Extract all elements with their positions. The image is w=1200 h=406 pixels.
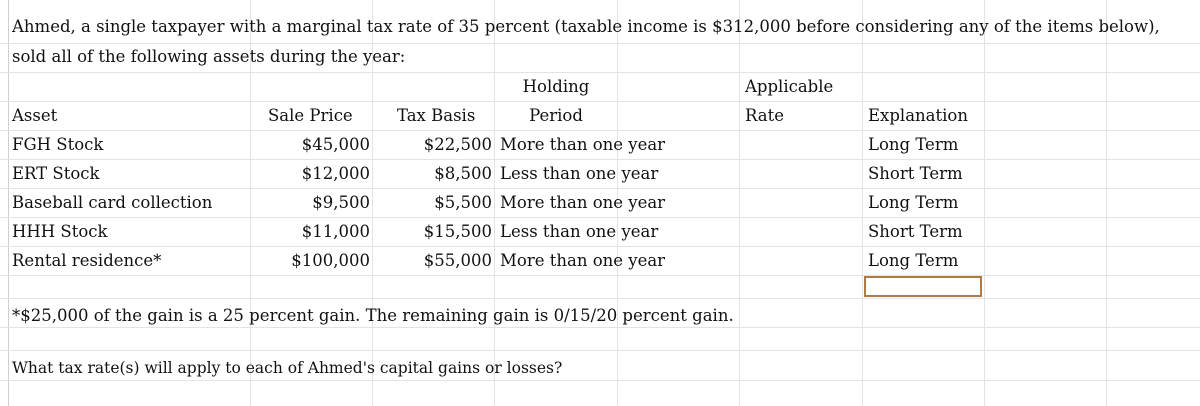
- grid-hline: [0, 43, 1200, 44]
- question[interactable]: What tax rate(s) will apply to each of Ahmed's capital gains or losses?: [12, 359, 563, 377]
- row-asset[interactable]: Rental residence*: [12, 251, 162, 270]
- row-explanation[interactable]: Short Term: [868, 222, 963, 241]
- header-explanation[interactable]: Explanation: [868, 106, 968, 125]
- row-sale-price[interactable]: $11,000: [301, 222, 370, 241]
- grid-hline: [0, 72, 1200, 73]
- row-asset[interactable]: Baseball card collection: [12, 193, 213, 212]
- grid-hline: [0, 217, 1200, 218]
- header-tax-basis[interactable]: Tax Basis: [397, 106, 476, 125]
- grid-hline: [0, 298, 1200, 299]
- header-asset[interactable]: Asset: [12, 106, 58, 125]
- header-rate-bottom[interactable]: Rate: [745, 106, 785, 125]
- grid-hline: [0, 350, 1200, 351]
- row-tax-basis[interactable]: $5,500: [434, 193, 492, 212]
- grid-hline: [0, 327, 1200, 328]
- row-tax-basis[interactable]: $8,500: [434, 164, 492, 183]
- grid-hline: [0, 101, 1200, 102]
- row-explanation[interactable]: Long Term: [868, 193, 959, 212]
- header-sale-price[interactable]: Sale Price: [268, 106, 353, 125]
- row-explanation[interactable]: Short Term: [868, 164, 963, 183]
- row-asset[interactable]: ERT Stock: [12, 164, 100, 183]
- row-sale-price[interactable]: $45,000: [301, 135, 370, 154]
- row-holding-period[interactable]: Less than one year: [500, 222, 659, 241]
- row-holding-period[interactable]: Less than one year: [500, 164, 659, 183]
- header-holding-bottom[interactable]: Period: [529, 106, 583, 125]
- grid-hline: [0, 380, 1200, 381]
- grid-vline: [1106, 0, 1107, 406]
- selected-cell[interactable]: [864, 276, 982, 297]
- footnote[interactable]: *$25,000 of the gain is a 25 percent gain. The remaining gain is 0/15/20 percent gain.: [12, 306, 734, 325]
- row-asset[interactable]: FGH Stock: [12, 135, 104, 154]
- grid-hline: [0, 188, 1200, 189]
- row-sale-price[interactable]: $9,500: [312, 193, 370, 212]
- intro-line-2[interactable]: sold all of the following assets during the year:: [12, 47, 406, 66]
- row-explanation[interactable]: Long Term: [868, 251, 959, 270]
- grid-vline: [739, 0, 740, 406]
- row-tax-basis[interactable]: $55,000: [423, 251, 492, 270]
- header-holding-top[interactable]: Holding: [522, 77, 590, 96]
- grid-hline: [0, 246, 1200, 247]
- row-sale-price[interactable]: $100,000: [291, 251, 370, 270]
- header-rate-top[interactable]: Applicable: [745, 77, 834, 96]
- grid-vline: [984, 0, 985, 406]
- row-explanation[interactable]: Long Term: [868, 135, 959, 154]
- row-sale-price[interactable]: $12,000: [301, 164, 370, 183]
- intro-line-1[interactable]: Ahmed, a single taxpayer with a marginal tax rate of 35 percent (taxable income is $312,000 before considering any of the items below),: [12, 17, 1160, 36]
- row-holding-period[interactable]: More than one year: [500, 251, 666, 270]
- grid-vline: [862, 0, 863, 406]
- grid-hline: [0, 275, 1200, 276]
- row-tax-basis[interactable]: $22,500: [423, 135, 492, 154]
- grid-hline: [0, 130, 1200, 131]
- row-holding-period[interactable]: More than one year: [500, 193, 666, 212]
- row-tax-basis[interactable]: $15,500: [423, 222, 492, 241]
- row-holding-period[interactable]: More than one year: [500, 135, 666, 154]
- grid-vline: [494, 0, 495, 406]
- grid-hline: [0, 159, 1200, 160]
- column-edge: [8, 0, 9, 406]
- row-asset[interactable]: HHH Stock: [12, 222, 108, 241]
